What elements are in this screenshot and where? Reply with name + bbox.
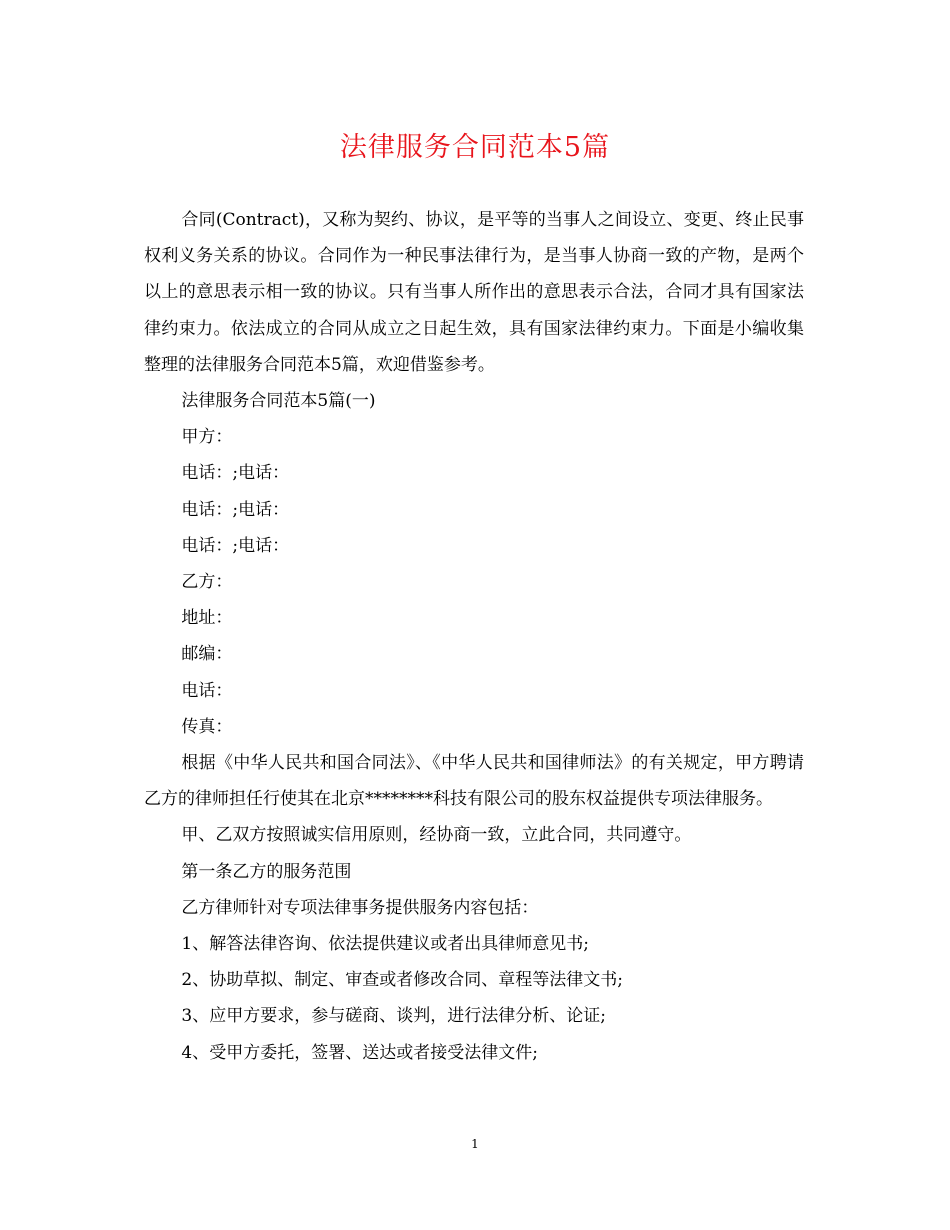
party-b-line: 乙方：	[181, 572, 233, 593]
list-item: 2、协助草拟、制定、审查或者修改合同、章程等法律文书;	[181, 970, 623, 991]
postcode-line: 邮编：	[181, 644, 233, 665]
list-item: 1、解答法律咨询、依法提供建议或者出具律师意见书;	[181, 934, 589, 955]
list-item: 3、应甲方要求，参与磋商、谈判，进行法律分析、论证;	[181, 1006, 606, 1027]
page-number: 1	[471, 1137, 479, 1151]
basis-paragraph: 根据《中华人民共和国合同法》、《中华人民共和国律师法》的有关规定，甲方聘请乙方的律师担任行使其在北京********科技有限公司的股东权益提供专项法律服务。	[144, 753, 804, 810]
list-item: 4、受甲方委托，签署、送达或者接受法律文件;	[181, 1042, 538, 1063]
phone-line: 电话：;电话：	[181, 535, 290, 556]
address-line: 地址：	[181, 608, 233, 629]
phone-line: 电话：;电话：	[181, 463, 290, 484]
agreement-paragraph: 甲、乙双方按照诚实信用原则，经协商一致，立此合同，共同遵守。	[181, 825, 692, 846]
intro-paragraph: 合同(Contract)，又称为契约、协议，是平等的当事人之间设立、变更、终止民事权利义务关系的协议。合同作为一种民事法律行为，是当事人协商一致的产物，是两个以上的意思表示相一致的协议。只有当事人所作出的意思表示合法，合同才具有国家法律约束力。依法成立的合同从成立之日起生效，具有国家法律约束力。下面是小编收集整理的法律服务合同范本5篇，欢迎借鉴参考。	[144, 210, 804, 375]
document-title: 法律服务合同范本5篇	[339, 132, 611, 163]
fax-line: 传真：	[181, 716, 233, 737]
section-heading: 法律服务合同范本5篇(一)	[181, 391, 376, 412]
party-a-line: 甲方：	[181, 427, 233, 448]
phone-line-b: 电话：	[181, 680, 233, 701]
document-body	[144, 202, 804, 1071]
article1-intro: 乙方律师针对专项法律事务提供服务内容包括：	[181, 897, 539, 918]
phone-line: 电话：;电话：	[181, 499, 290, 520]
article1-heading: 第一条乙方的服务范围	[181, 861, 352, 882]
